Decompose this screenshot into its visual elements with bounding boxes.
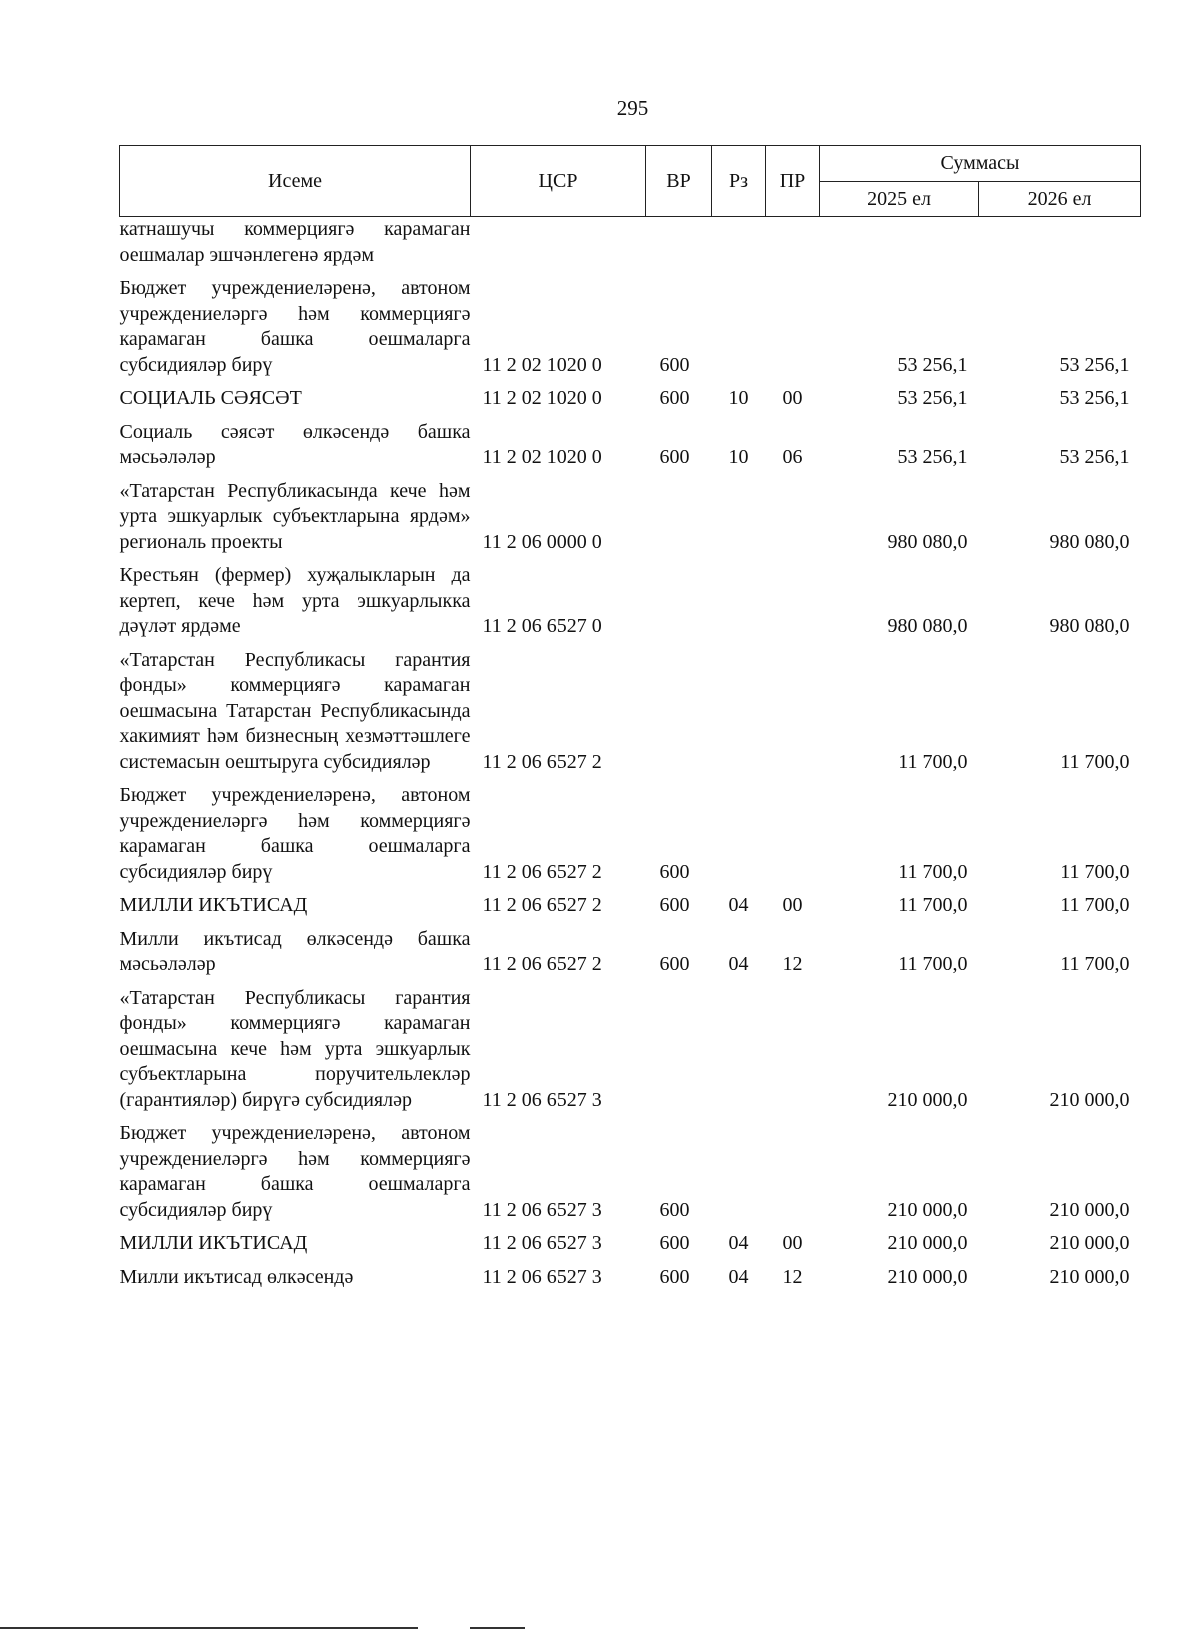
row-amount-2026: 11 700,0	[1060, 953, 1130, 975]
row-csr: 11 2 06 6527 2	[482, 894, 602, 916]
table-row	[120, 885, 1141, 919]
header-sums: Суммасы	[820, 146, 1141, 182]
table-row	[120, 268, 1141, 378]
row-rz	[712, 555, 766, 640]
row-amount-2025: 11 700,0	[898, 953, 968, 975]
table-row	[120, 378, 1141, 412]
row-name: МИЛЛИ ИКЪТИСАД	[119, 894, 308, 916]
row-amount-2026: 210 000,0	[1049, 1265, 1130, 1288]
row-csr	[471, 217, 646, 269]
row-amount-2025: 11 700,0	[898, 860, 968, 883]
row-vr	[646, 640, 712, 776]
row-rz: 04	[728, 894, 749, 916]
row-pr: 00	[782, 387, 803, 409]
table-row	[120, 775, 1141, 885]
row-amount-2025: 11 700,0	[898, 750, 968, 773]
table-row	[120, 412, 1141, 471]
row-pr: 00	[782, 1232, 803, 1254]
row-csr: 11 2 06 6527 2	[482, 750, 602, 773]
table-row	[120, 1223, 1141, 1257]
row-name: «Татарстан Республикасы гарантия фонды» коммерциягә карамаган оешмасына кече һәм урта эшкуарлык субъектларына поручительлекләр (гарантияләр) бирүгә субсидияләр	[119, 986, 471, 1111]
row-vr: 600	[659, 860, 690, 883]
row-pr	[766, 640, 820, 776]
row-amount-2025	[820, 217, 979, 269]
row-amount-2025: 210 000,0	[887, 1088, 968, 1111]
row-amount-2025: 11 700,0	[898, 894, 968, 916]
header-csr: ЦСР	[471, 146, 646, 217]
row-vr: 600	[659, 446, 690, 468]
row-vr: 600	[659, 353, 690, 376]
row-vr: 600	[659, 1198, 690, 1221]
row-rz: 10	[728, 387, 749, 409]
row-rz	[712, 471, 766, 556]
row-csr: 11 2 06 6527 3	[482, 1232, 602, 1254]
row-rz	[712, 1113, 766, 1223]
table-row	[120, 919, 1141, 978]
row-pr: 00	[782, 894, 803, 916]
row-name: Социаль сәясәт өлкәсендә башка мәсьәләләр	[119, 420, 471, 468]
row-rz	[712, 978, 766, 1114]
row-csr: 11 2 02 1020 0	[482, 353, 602, 376]
table-body	[120, 217, 1141, 1291]
table-row	[120, 217, 1141, 269]
row-amount-2026: 980 080,0	[1049, 530, 1130, 553]
table-header	[120, 146, 1141, 217]
row-rz: 10	[728, 446, 749, 468]
row-amount-2026: 53 256,1	[1059, 353, 1130, 376]
row-name: «Татарстан Республикасында кече һәм урта эшкуарлык субъектларына ярдәм» региональ проекты	[119, 479, 471, 553]
row-amount-2025: 210 000,0	[887, 1232, 968, 1254]
row-name: катнашучы коммерциягә карамаган оешмалар эшчәнлегенә ярдәм	[119, 218, 471, 266]
row-pr	[766, 978, 820, 1114]
row-csr: 11 2 06 0000 0	[482, 530, 602, 553]
row-vr	[646, 471, 712, 556]
footer-rule-right	[470, 1627, 525, 1629]
row-vr: 600	[659, 894, 690, 916]
row-name: Бюджет учреждениеләренә, автоном учреждениеләргә һәм коммерциягә карамаган башка оешмаларга субсидияләр бирү	[119, 784, 471, 883]
row-name: Милли икътисад өлкәсендә башка мәсьәләләр	[119, 927, 471, 975]
row-amount-2026: 11 700,0	[1060, 860, 1130, 883]
row-name: Крестьян (фермер) хуҗалыкларын да кертеп, кече һәм урта эшкуарлыкка дәүләт ярдәме	[119, 564, 471, 637]
row-rz: 04	[728, 953, 749, 975]
header-vr: ВР	[646, 146, 712, 217]
row-name: СОЦИАЛЬ СӘЯСӘТ	[119, 387, 302, 409]
row-amount-2026	[979, 217, 1141, 269]
row-amount-2025: 53 256,1	[897, 446, 968, 468]
row-vr: 600	[659, 953, 690, 975]
row-amount-2026: 11 700,0	[1060, 750, 1130, 773]
row-amount-2026: 210 000,0	[1049, 1198, 1130, 1221]
table-row	[120, 640, 1141, 776]
header-rz: Рз	[712, 146, 766, 217]
row-csr: 11 2 06 6527 2	[482, 953, 602, 975]
row-amount-2025: 980 080,0	[887, 530, 968, 553]
row-amount-2025: 210 000,0	[887, 1198, 968, 1221]
table-row	[120, 555, 1141, 640]
row-csr: 11 2 06 6527 3	[482, 1198, 602, 1221]
row-pr	[766, 775, 820, 885]
row-amount-2026: 210 000,0	[1049, 1232, 1130, 1254]
row-csr: 11 2 06 6527 3	[482, 1088, 602, 1111]
row-amount-2026: 210 000,0	[1049, 1088, 1130, 1111]
row-amount-2026: 11 700,0	[1060, 894, 1130, 916]
row-csr: 11 2 06 6527 0	[482, 615, 602, 637]
header-pr: ПР	[766, 146, 820, 217]
row-vr: 600	[659, 1232, 690, 1254]
row-rz	[712, 268, 766, 378]
row-csr: 11 2 02 1020 0	[482, 387, 602, 409]
row-csr: 11 2 02 1020 0	[482, 446, 602, 468]
row-pr: 12	[782, 1265, 803, 1288]
row-name: Милли икътисад өлкәсендә	[119, 1265, 354, 1288]
row-vr: 600	[659, 1265, 690, 1288]
budget-table	[119, 145, 1141, 1290]
row-pr	[766, 1113, 820, 1223]
row-rz	[712, 217, 766, 269]
row-vr	[646, 555, 712, 640]
row-amount-2025: 53 256,1	[897, 387, 968, 409]
row-name: Бюджет учреждениеләренә, автоном учреждениеләргә һәм коммерциягә карамаган башка оешмаларга субсидияләр бирү	[119, 277, 471, 376]
table-row	[120, 1113, 1141, 1223]
row-amount-2025: 53 256,1	[897, 353, 968, 376]
row-amount-2026: 53 256,1	[1059, 446, 1130, 468]
table-row	[120, 471, 1141, 556]
row-csr: 11 2 06 6527 3	[482, 1265, 602, 1288]
header-name: Исеме	[120, 146, 471, 217]
row-pr	[766, 555, 820, 640]
row-amount-2026: 53 256,1	[1059, 387, 1130, 409]
row-pr	[766, 268, 820, 378]
row-pr: 12	[782, 953, 803, 975]
row-rz: 04	[728, 1232, 749, 1254]
row-amount-2025: 210 000,0	[887, 1265, 968, 1288]
row-name: Бюджет учреждениеләренә, автоном учреждениеләргә һәм коммерциягә карамаган башка оешмаларга субсидияләр бирү	[119, 1122, 471, 1221]
header-year-2026: 2026 ел	[979, 181, 1141, 217]
row-rz	[712, 775, 766, 885]
table-row	[120, 978, 1141, 1114]
row-rz	[712, 640, 766, 776]
row-amount-2026: 980 080,0	[1049, 615, 1130, 637]
header-year-2025: 2025 ел	[820, 181, 979, 217]
row-name: МИЛЛИ ИКЪТИСАД	[119, 1232, 308, 1254]
row-vr: 600	[659, 387, 690, 409]
row-rz: 04	[728, 1265, 749, 1288]
row-pr	[766, 471, 820, 556]
page-number: 295	[616, 96, 649, 120]
row-pr: 06	[782, 446, 803, 468]
row-amount-2025: 980 080,0	[887, 615, 968, 637]
footer-rule-left	[0, 1627, 418, 1629]
row-vr	[646, 978, 712, 1114]
table-row	[120, 1257, 1141, 1291]
row-name: «Татарстан Республикасы гарантия фонды» коммерциягә карамаган оешмасына Татарстан Республикасында хакимият һәм бизнесның хезмәттәшлеге системасын оештыруга субсидияләр	[119, 648, 471, 773]
row-pr	[766, 217, 820, 269]
row-vr	[646, 217, 712, 269]
row-csr: 11 2 06 6527 2	[482, 860, 602, 883]
